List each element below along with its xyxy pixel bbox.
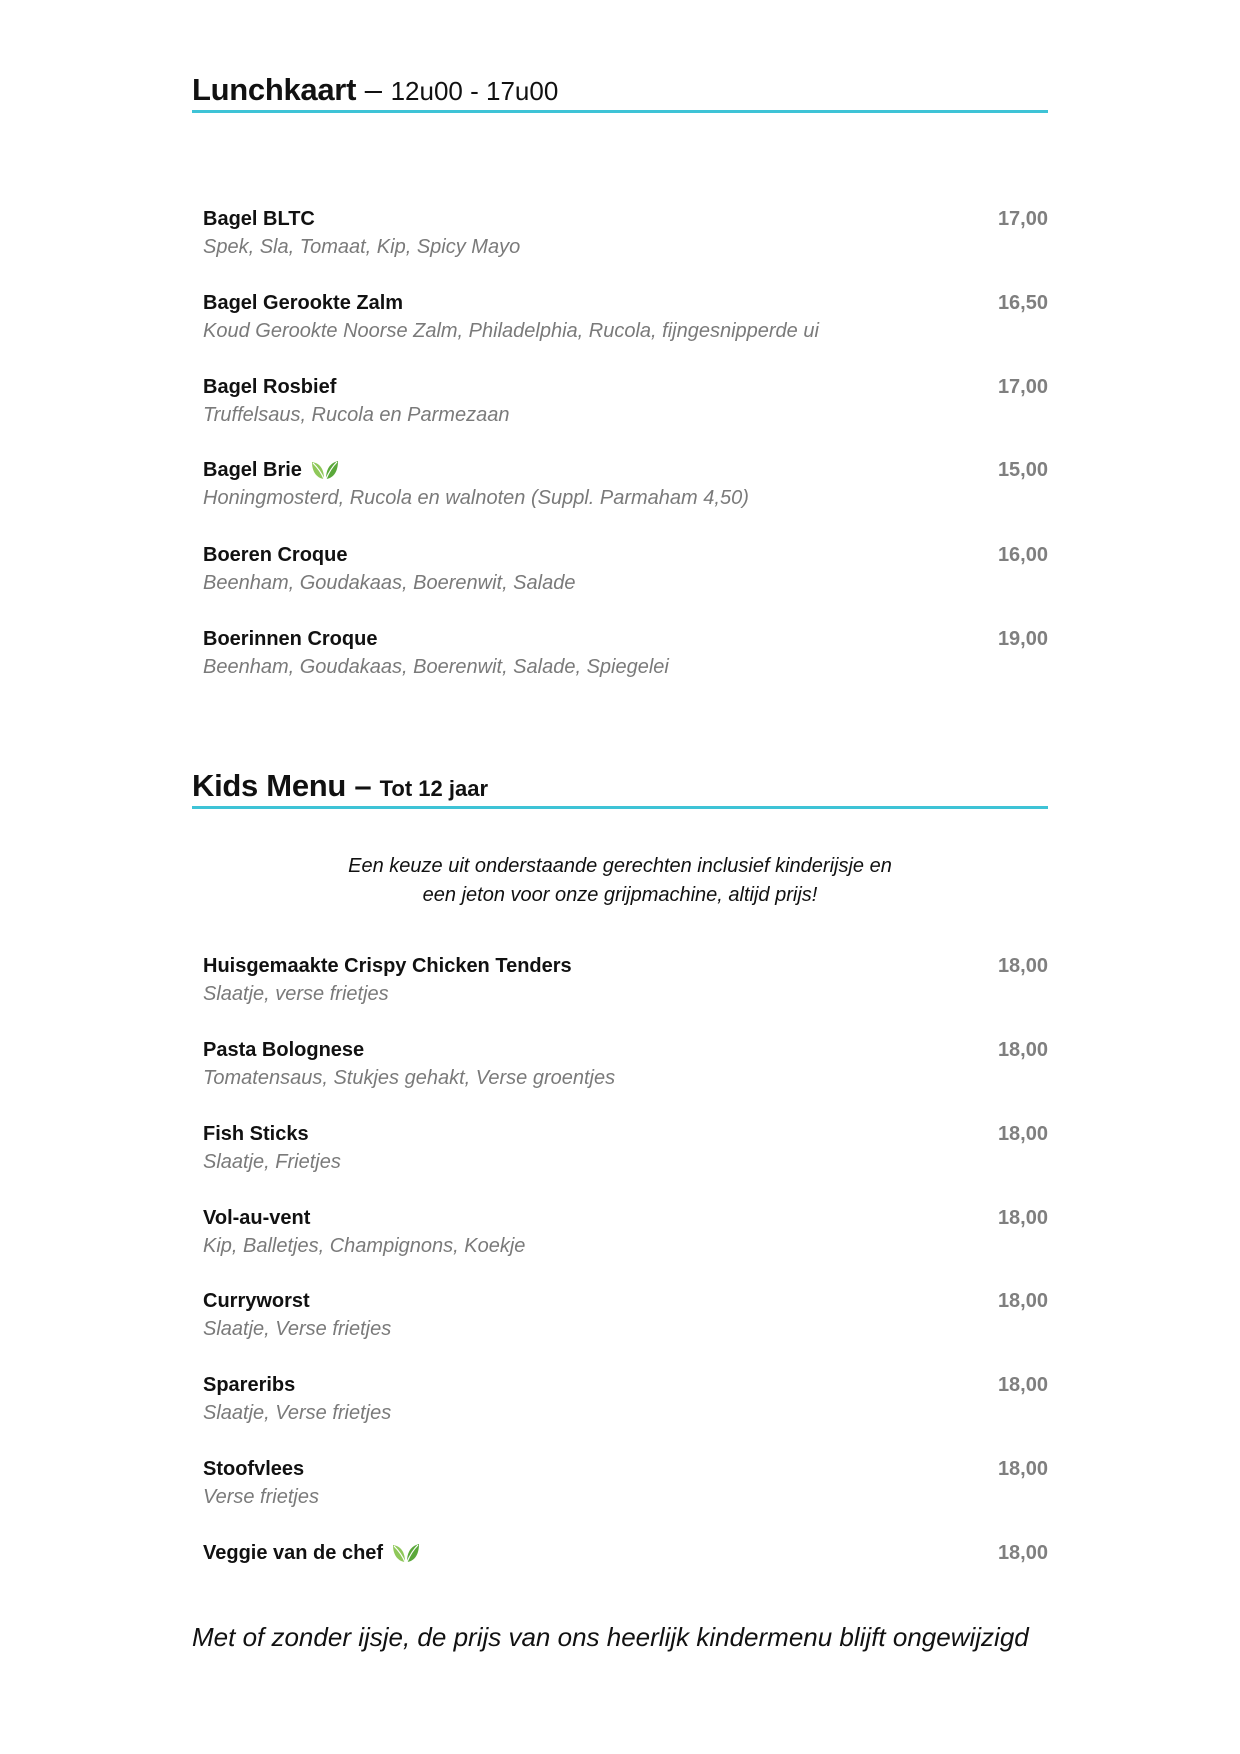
menu-item (203, 1372, 1048, 1426)
menu-item (203, 374, 1048, 428)
leaf-icon (310, 458, 340, 482)
item-desc: Truffelsaus, Rucola en Parmezaan (203, 404, 510, 426)
item-desc: Slaatje, Verse frietjes (203, 1402, 392, 1424)
item-name: Vol-au-vent (203, 1207, 311, 1229)
item-desc: Slaatje, verse frietjes (203, 983, 389, 1005)
menu-item (203, 1456, 1048, 1510)
item-price: 18,00 (997, 1207, 1048, 1229)
item-desc: Koud Gerookte Noorse Zalm, Philadelphia, Rucola, fijngesnipperde ui (203, 320, 819, 342)
menu-item (203, 457, 1048, 511)
item-desc: Verse frietjes (203, 1486, 319, 1508)
kids-section-header (192, 768, 1048, 809)
lunch-hours: 12u00 - 17u00 (390, 76, 559, 106)
item-desc: Slaatje, Frietjes (203, 1151, 341, 1173)
menu-item (203, 1037, 1048, 1091)
item-price: 18,00 (997, 1374, 1048, 1396)
kids-intro-line-1: Een keuze uit onderstaande gerechten inclusief kinderijsje en (348, 855, 892, 877)
lunch-section-header (192, 72, 1048, 113)
item-price: 16,50 (997, 292, 1048, 314)
item-name: Boeren Croque (203, 544, 348, 566)
item-desc: Beenham, Goudakaas, Boerenwit, Salade (203, 572, 576, 594)
item-name: Bagel Rosbief (203, 376, 337, 398)
kids-footer-note: Met of zonder ijsje, de prijs van ons heerlijk kindermenu blijft ongewijzigd (192, 1622, 1029, 1652)
item-desc: Slaatje, Verse frietjes (203, 1318, 392, 1340)
item-price: 18,00 (997, 1542, 1048, 1564)
item-price: 17,00 (997, 208, 1048, 230)
lunch-title: Lunchkaart (192, 72, 357, 107)
item-price: 18,00 (997, 1290, 1048, 1312)
menu-item (203, 290, 1048, 344)
kids-dash: – (346, 768, 380, 803)
item-desc: Kip, Balletjes, Champignons, Koekje (203, 1235, 526, 1257)
item-name: Spareribs (203, 1374, 296, 1396)
item-name: Boerinnen Croque (203, 628, 378, 650)
menu-item (203, 953, 1048, 1007)
kids-intro (192, 852, 1048, 910)
item-desc: Spek, Sla, Tomaat, Kip, Spicy Mayo (203, 236, 521, 258)
item-price: 19,00 (997, 628, 1048, 650)
item-name: Fish Sticks (203, 1123, 309, 1145)
menu-item (203, 1121, 1048, 1175)
lunch-dash: – (356, 72, 391, 107)
item-price: 18,00 (997, 1123, 1048, 1145)
menu-item (203, 1540, 1048, 1566)
item-name: Bagel Brie (203, 457, 340, 483)
leaf-icon (391, 1541, 421, 1565)
item-price: 18,00 (997, 1039, 1048, 1061)
item-price: 16,00 (997, 544, 1048, 566)
item-desc: Tomatensaus, Stukjes gehakt, Verse groentjes (203, 1067, 616, 1089)
item-price: 15,00 (997, 459, 1048, 481)
item-price: 17,00 (997, 376, 1048, 398)
item-price: 18,00 (997, 1458, 1048, 1480)
kids-title: Kids Menu (192, 768, 347, 803)
menu-item (203, 1205, 1048, 1259)
menu-item (203, 542, 1048, 596)
item-name: Bagel Gerookte Zalm (203, 292, 404, 314)
item-price: 18,00 (997, 955, 1048, 977)
menu-item (203, 206, 1048, 260)
item-name: Huisgemaakte Crispy Chicken Tenders (203, 955, 572, 977)
item-name: Stoofvlees (203, 1458, 305, 1480)
item-name: Curryworst (203, 1290, 310, 1312)
item-name: Pasta Bolognese (203, 1039, 365, 1061)
kids-age: Tot 12 jaar (379, 776, 489, 801)
item-name: Veggie van de chef (203, 1540, 421, 1566)
item-desc: Honingmosterd, Rucola en walnoten (Suppl. Parmaham 4,50) (203, 487, 749, 509)
menu-item (203, 626, 1048, 680)
menu-item (203, 1288, 1048, 1342)
item-desc: Beenham, Goudakaas, Boerenwit, Salade, Spiegelei (203, 656, 669, 678)
kids-intro-line-2: een jeton voor onze grijpmachine, altijd prijs! (422, 884, 818, 906)
item-name: Bagel BLTC (203, 208, 315, 230)
